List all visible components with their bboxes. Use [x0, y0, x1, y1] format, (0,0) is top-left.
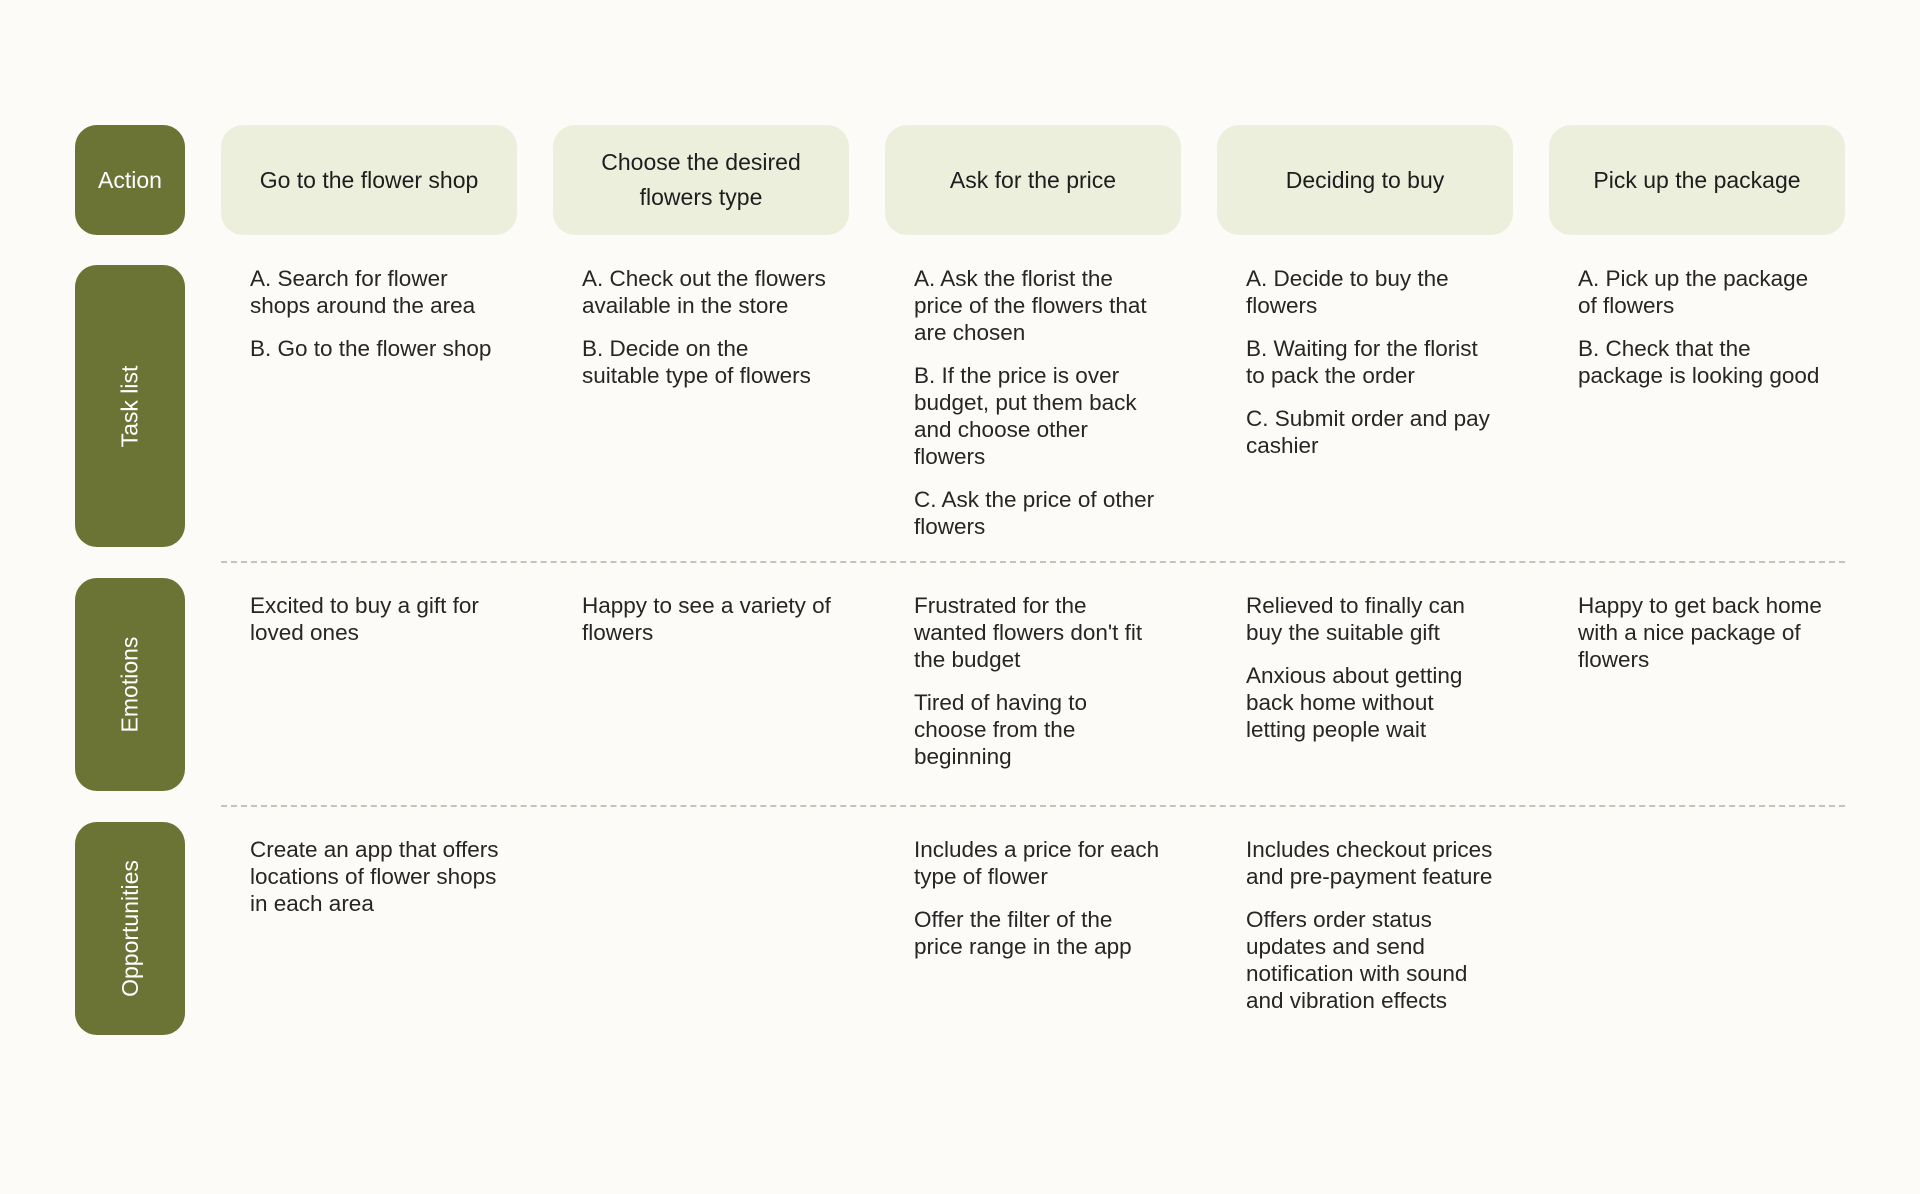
opportunity-item: Offers order status updates and send notification with sound and vibration effects [1246, 907, 1468, 1013]
emotions-cell-3 [914, 592, 1164, 786]
row-label-emotions-text: Emotions [116, 636, 143, 733]
row-label-action-text: Action [98, 166, 162, 193]
row-label-task-list [75, 265, 185, 547]
action-card-5 [1549, 125, 1845, 235]
task-item: A. Search for flower shops around the area [250, 266, 476, 318]
emotions-cell-2 [582, 592, 832, 662]
divider-emotions-opportunities [221, 805, 1845, 807]
emotions-cell-5 [1578, 592, 1828, 689]
action-card-1 [221, 125, 517, 235]
task-list-cell-4 [1246, 265, 1496, 475]
task-item: B. Check that the package is looking good [1578, 336, 1820, 388]
task-item: A. Check out the flowers available in the store [582, 266, 826, 318]
row-label-emotions [75, 578, 185, 791]
action-card-1-label: Go to the flower shop [259, 166, 479, 193]
row-label-task-list-text: Task list [116, 365, 143, 447]
task-list-cell-3 [914, 265, 1164, 556]
emotion-item: Relieved to finally can buy the suitable gift [1246, 593, 1465, 645]
task-item: B. Decide on the suitable type of flowers [582, 336, 811, 388]
divider-task-emotions [221, 561, 1845, 563]
opportunity-item: Includes checkout prices and pre-payment feature [1246, 837, 1493, 889]
row-label-action [75, 125, 185, 235]
action-card-2-label: Choose the desired flowers type [601, 149, 801, 210]
emotion-item: Happy to see a variety of flowers [582, 593, 831, 645]
opportunity-item: Offer the filter of the price range in the app [914, 907, 1132, 959]
emotions-cell-4 [1246, 592, 1496, 759]
emotions-cell-1 [250, 592, 500, 662]
emotion-item: Tired of having to choose from the beginning [914, 690, 1088, 769]
row-label-opportunities [75, 822, 185, 1035]
action-card-4 [1217, 125, 1513, 235]
task-item: A. Pick up the package of flowers [1578, 266, 1809, 318]
emotion-item: Happy to get back home with a nice package of flowers [1578, 593, 1822, 672]
task-item: B. If the price is over budget, put them back and choose other flowers [914, 363, 1137, 469]
task-item: B. Waiting for the florist to pack the order [1246, 336, 1478, 388]
row-label-opportunities-text: Opportunities [116, 860, 143, 997]
opportunity-item: Create an app that offers locations of flower shops in each area [250, 837, 499, 916]
action-card-5-label: Pick up the package [1593, 166, 1801, 193]
action-card-4-label: Deciding to buy [1285, 166, 1445, 193]
task-item: C. Ask the price of other flowers [914, 487, 1155, 539]
task-item: C. Submit order and pay cashier [1246, 406, 1490, 458]
task-item: A. Ask the florist the price of the flowers that are chosen [914, 266, 1147, 345]
emotion-item: Excited to buy a gift for loved ones [250, 593, 479, 645]
opportunity-item: Includes a price for each type of flower [914, 837, 1160, 889]
action-card-2 [553, 125, 849, 235]
task-list-cell-2 [582, 265, 832, 405]
task-list-cell-5 [1578, 265, 1828, 405]
action-card-3 [885, 125, 1181, 235]
opportunities-cell-4 [1246, 836, 1496, 1030]
emotion-item: Frustrated for the wanted flowers don't fit the budget [914, 593, 1143, 672]
opportunities-cell-1 [250, 836, 500, 933]
action-card-3-label: Ask for the price [949, 166, 1117, 193]
opportunities-cell-3 [914, 836, 1164, 976]
emotion-item: Anxious about getting back home without letting people wait [1246, 663, 1463, 742]
task-item: B. Go to the flower shop [250, 336, 492, 361]
task-list-cell-1 [250, 265, 500, 378]
task-item: A. Decide to buy the flowers [1246, 266, 1449, 318]
